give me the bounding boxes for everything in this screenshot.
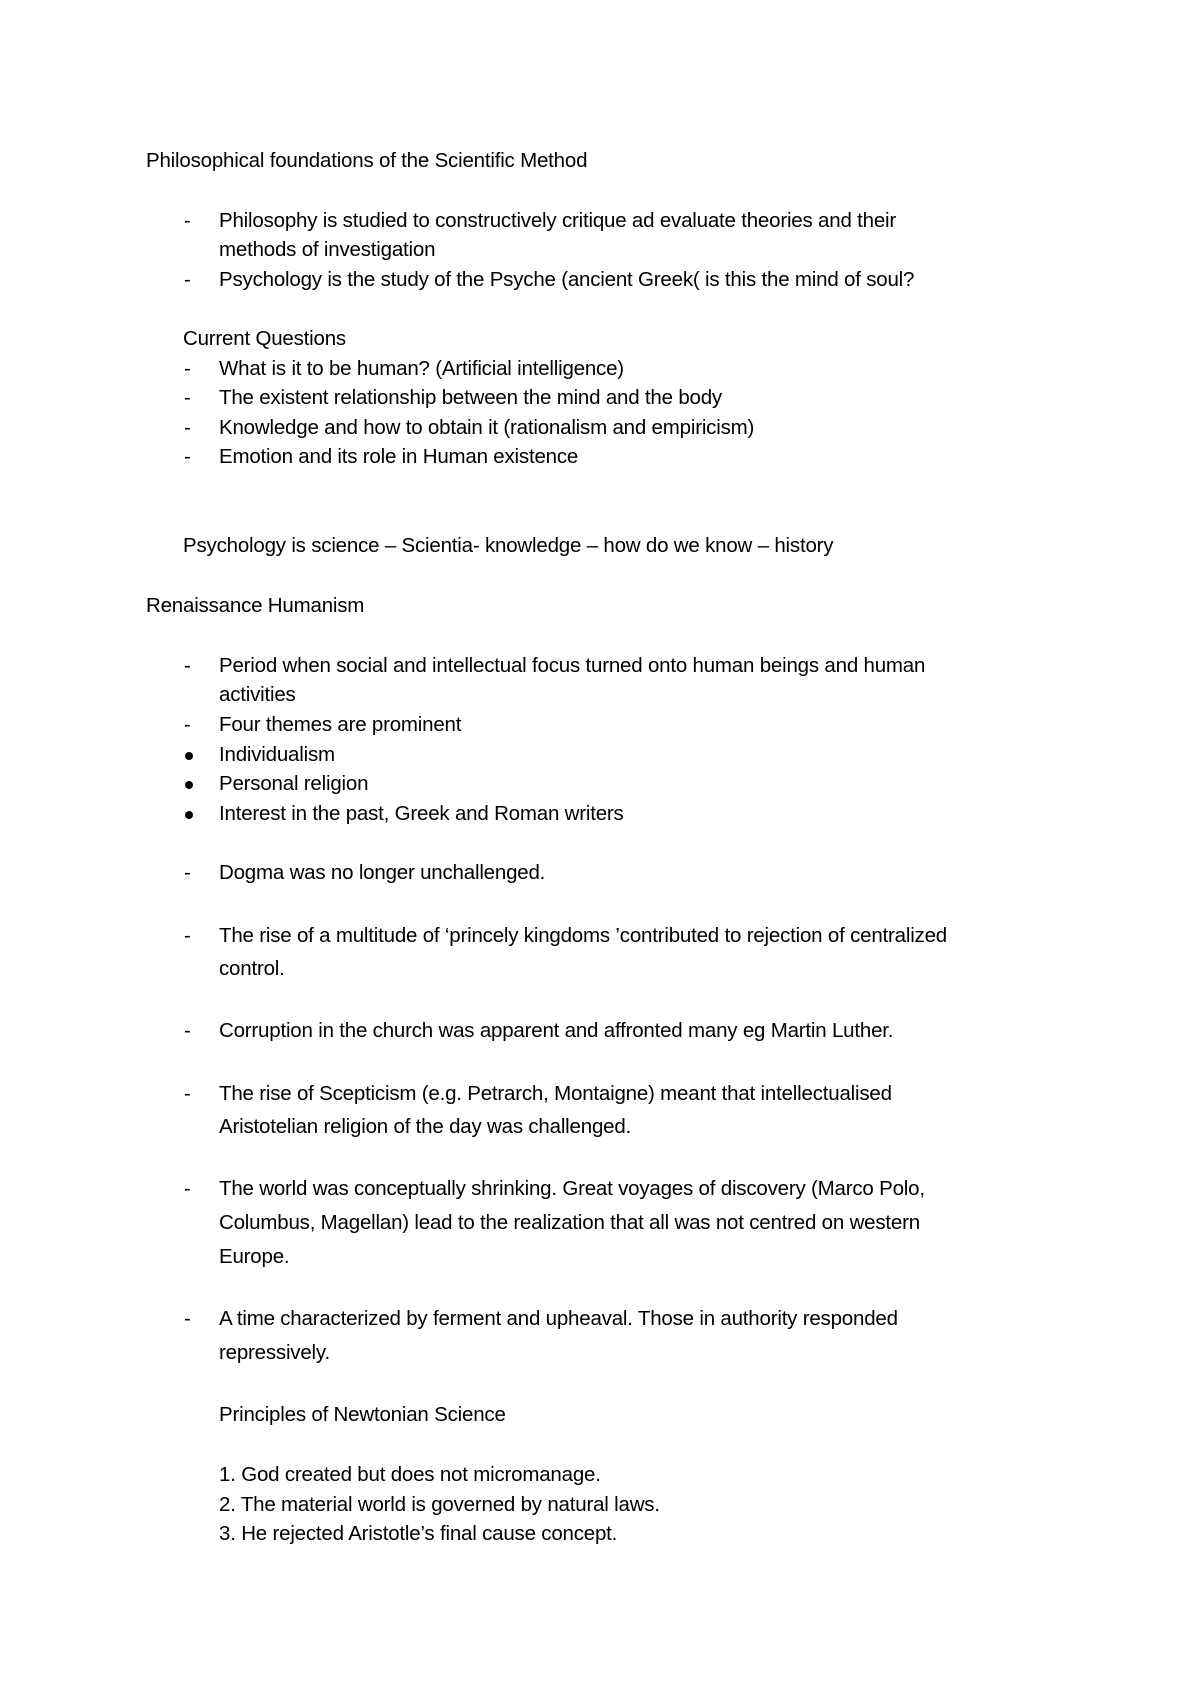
dash-marker: - bbox=[184, 924, 191, 947]
dash-marker: - bbox=[184, 1307, 191, 1330]
period-line-2: activities bbox=[219, 683, 296, 706]
bullet-dot-icon bbox=[185, 781, 193, 789]
themes-intro: Four themes are prominent bbox=[219, 713, 462, 736]
point-6-line-1: A time characterized by ferment and upheaval. Those in authority responded bbox=[219, 1307, 898, 1330]
point-5-line-2: Columbus, Magellan) lead to the realization that all was not centred on western bbox=[219, 1211, 920, 1234]
dash-marker: - bbox=[184, 268, 191, 291]
point-2-line-1: The rise of a multitude of ‘princely kingdoms ’contributed to rejection of centralized bbox=[219, 924, 948, 947]
dash-marker: - bbox=[184, 386, 191, 409]
science-line: Psychology is science – Scientia- knowledge – how do we know – history bbox=[183, 534, 834, 557]
dash-marker: - bbox=[184, 1019, 191, 1042]
newtonian-item: 1. God created but does not micromanage. bbox=[219, 1463, 601, 1486]
document-title: Philosophical foundations of the Scientific Method bbox=[146, 149, 588, 172]
theme-item: Individualism bbox=[219, 743, 335, 766]
question-item: Emotion and its role in Human existence bbox=[219, 445, 579, 468]
theme-item: Interest in the past, Greek and Roman writers bbox=[219, 802, 624, 825]
question-item: The existent relationship between the mind and the body bbox=[219, 386, 722, 409]
point-3-line-1: Corruption in the church was apparent and affronted many eg Martin Luther. bbox=[219, 1019, 894, 1042]
current-questions-heading: Current Questions bbox=[183, 327, 346, 350]
dash-marker: - bbox=[184, 1177, 191, 1200]
point-5-line-3: Europe. bbox=[219, 1245, 290, 1268]
dash-marker: - bbox=[184, 713, 191, 736]
newtonian-item: 3. He rejected Aristotle’s final cause concept. bbox=[219, 1522, 618, 1545]
point-4-line-1: The rise of Scepticism (e.g. Petrarch, Montaigne) meant that intellectualised bbox=[219, 1082, 892, 1105]
dash-marker: - bbox=[184, 357, 191, 380]
intro-bullet-2-line-1: Psychology is the study of the Psyche (ancient Greek( is this the mind of soul? bbox=[219, 268, 915, 291]
dash-marker: - bbox=[184, 209, 191, 232]
point-2-line-2: control. bbox=[219, 957, 285, 980]
bullet-dot-icon bbox=[185, 811, 193, 819]
dash-marker: - bbox=[184, 445, 191, 468]
question-item: Knowledge and how to obtain it (rationalism and empiricism) bbox=[219, 416, 755, 439]
renaissance-heading: Renaissance Humanism bbox=[146, 594, 365, 617]
point-6-line-2: repressively. bbox=[219, 1341, 330, 1364]
question-item: What is it to be human? (Artificial intelligence) bbox=[219, 357, 624, 380]
theme-item: Personal religion bbox=[219, 772, 369, 795]
point-5-line-1: The world was conceptually shrinking. Great voyages of discovery (Marco Polo, bbox=[219, 1177, 925, 1200]
dash-marker: - bbox=[184, 654, 191, 677]
intro-bullet-1-line-1: Philosophy is studied to constructively critique ad evaluate theories and their bbox=[219, 209, 897, 232]
point-4-line-2: Aristotelian religion of the day was challenged. bbox=[219, 1115, 632, 1138]
newtonian-item: 2. The material world is governed by natural laws. bbox=[219, 1493, 660, 1516]
newtonian-heading: Principles of Newtonian Science bbox=[219, 1403, 506, 1426]
bullet-dot-icon bbox=[185, 752, 193, 760]
dash-marker: - bbox=[184, 1082, 191, 1105]
period-line-1: Period when social and intellectual focus turned onto human beings and human bbox=[219, 654, 926, 677]
point-1-line-1: Dogma was no longer unchallenged. bbox=[219, 861, 546, 884]
intro-bullet-1-line-2: methods of investigation bbox=[219, 238, 436, 261]
dash-marker: - bbox=[184, 416, 191, 439]
dash-marker: - bbox=[184, 861, 191, 884]
